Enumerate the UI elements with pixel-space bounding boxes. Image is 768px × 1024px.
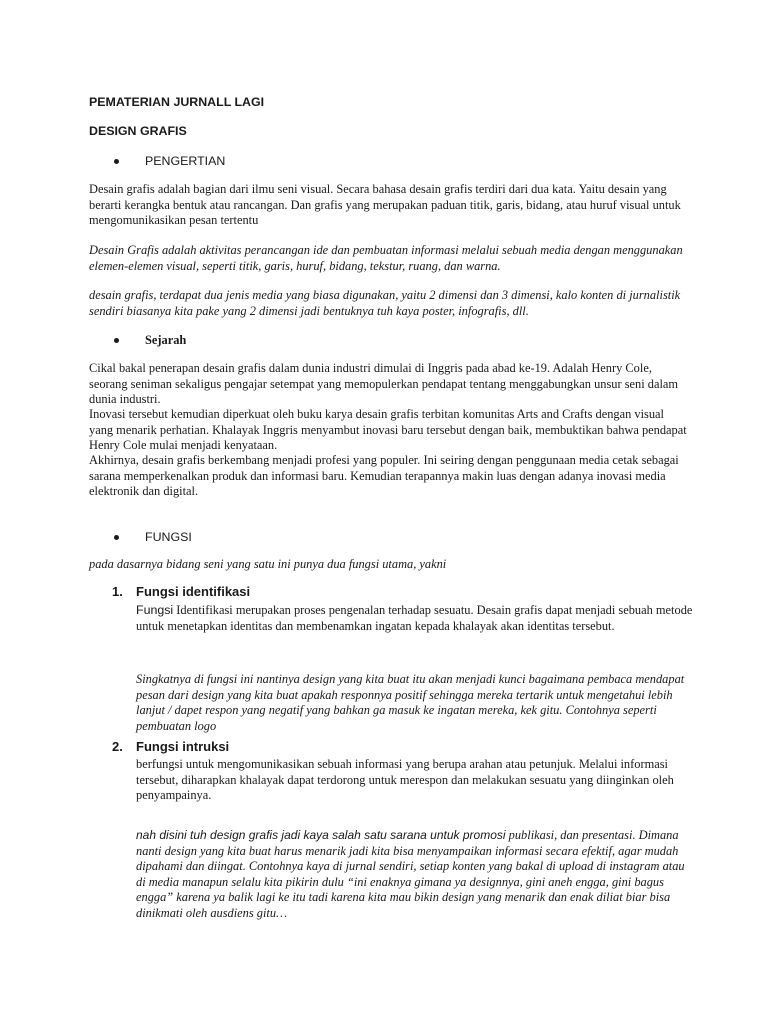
list-item-title: Fungsi intruksi — [136, 739, 230, 754]
note-text: publikasi, dan presentasi. Dimana nanti design yang kita buat harus menarik jadi kita bisa menyampaikan informasi secara efektif, agar mudah dipahami dan diingat. Contohnya kaya di jurnal sendiri, setiap konten yang bakal di upload di instagram atau di media manapun selalu kita pikirin dulu “ini enaknya gimana ya designnya, gini aneh engga, gini bagus engga” karena ya balik lagi ke itu tadi karena kita mau bikin design yang menarik dan enak diliat biar bisa dinikmati oleh ausdiens gitu… — [136, 828, 685, 920]
sejarah-paragraph-1: Cikal bakal penerapan desain grafis dalam dunia industri dimulai di Inggris pada abad ke-19. Adalah Henry Cole, seorang seniman sekaligus pengajar setempat yang memopulerkan pendapat tentang menggabungkan unsur seni dalam dunia industri. — [89, 361, 679, 407]
bullet-dot-icon — [114, 535, 119, 540]
bullet-pengertian — [114, 154, 225, 168]
section-heading-fungsi: FUNGSI — [145, 530, 192, 544]
note-lead: nah disini tuh design grafis jadi kaya salah satu sarana untuk promosi — [136, 828, 506, 842]
pengertian-paragraph-3: desain grafis, terdapat dua jenis media yang biasa digunakan, yaitu 2 dimensi dan 3 dimensi, kalo konten di jurnalistik sendiri biasanya kita pake yang 2 dimensi jadi bentuknya tuh kaya poster, infografis, dll. — [89, 288, 681, 318]
section-heading-pengertian: PENGERTIAN — [145, 154, 226, 168]
list-number: 2. — [112, 739, 123, 754]
bullet-dot-icon — [114, 159, 119, 164]
fungsi-identifikasi-note: Singkatnya di fungsi ini nantinya design yang kita buat itu akan menjadi kunci bagaimana pembaca mendapat pesan dari design yang kita buat apakah responnya positif sehingga mereka tertarik untuk mengetahui lebih lanjut / dapet respon yang negatif yang bahkan ga masuk ke ingatan mereka, kek gitu. Contohnya seperti pembuatan logo — [136, 672, 685, 733]
body-lead-word: Fungsi — [136, 603, 174, 617]
fungsi-intruksi-note — [136, 828, 696, 922]
sejarah-paragraph-3: Akhirnya, desain grafis berkembang menjadi profesi yang populer. Ini seiring dengan penggunaan media cetak sebagai sarana memperkenalkan produk dan informasi baru. Kemudian terapannya makin luas dengan adanya inovasi media elektronik dan digital. — [89, 453, 679, 499]
list-item-fungsi-identifikasi — [112, 584, 250, 599]
fungsi-identifikasi-body — [136, 603, 696, 634]
bullet-sejarah — [114, 333, 186, 348]
list-item-fungsi-intruksi — [112, 739, 229, 754]
body-text: Identifikasi merupakan proses pengenalan terhadap sesuatu. Desain grafis dapat menjadi sebuah metode untuk menetapkan identitas dan membenamkan ingatan kepada khalayak akan identitas tersebut. — [136, 603, 693, 633]
fungsi-intro: pada dasarnya bidang seni yang satu ini punya dua fungsi utama, yakni — [89, 557, 447, 571]
list-number: 1. — [112, 584, 123, 599]
pengertian-paragraph-2: Desain Grafis adalah aktivitas perancangan ide dan pembuatan informasi melalui sebuah media dengan menggunakan elemen-elemen visual, seperti titik, garis, huruf, bidang, tekstur, ruang, dan warna. — [89, 243, 683, 273]
document-title: PEMATERIAN JURNALL LAGI — [89, 95, 265, 109]
document-subtitle: DESIGN GRAFIS — [89, 124, 187, 138]
sejarah-paragraph-2: Inovasi tersebut kemudian diperkuat oleh buku karya desain grafis terbitan komunitas Arts and Crafts dengan visual yang menarik perhatian. Khalayak Inggris menyambut inovasi baru tersebut dengan baik, membuktikan bahwa pendapat Henry Cole mulai menjadi kenyataan. — [89, 407, 687, 453]
pengertian-paragraph-1: Desain grafis adalah bagian dari ilmu seni visual. Secara bahasa desain grafis terdiri dari dua kata. Yaitu desain yang berarti kerangka bentuk atau rancangan. Dan grafis yang merupakan paduan titik, garis, bidang, atau huruf visual untuk mengomunikasikan pesan tertentu — [89, 182, 681, 228]
section-heading-sejarah: Sejarah — [145, 333, 187, 347]
fungsi-intruksi-body: berfungsi untuk mengomunikasikan sebuah informasi yang berupa arahan atau petunjuk. Melalui informasi tersebut, diharapkan khalayak dapat terdorong untuk merespon dan melakukan sesuatu yang diinginkan oleh penyampainya. — [136, 757, 674, 803]
list-item-title: Fungsi identifikasi — [136, 584, 251, 599]
bullet-fungsi — [114, 530, 192, 544]
bullet-dot-icon — [114, 338, 119, 343]
